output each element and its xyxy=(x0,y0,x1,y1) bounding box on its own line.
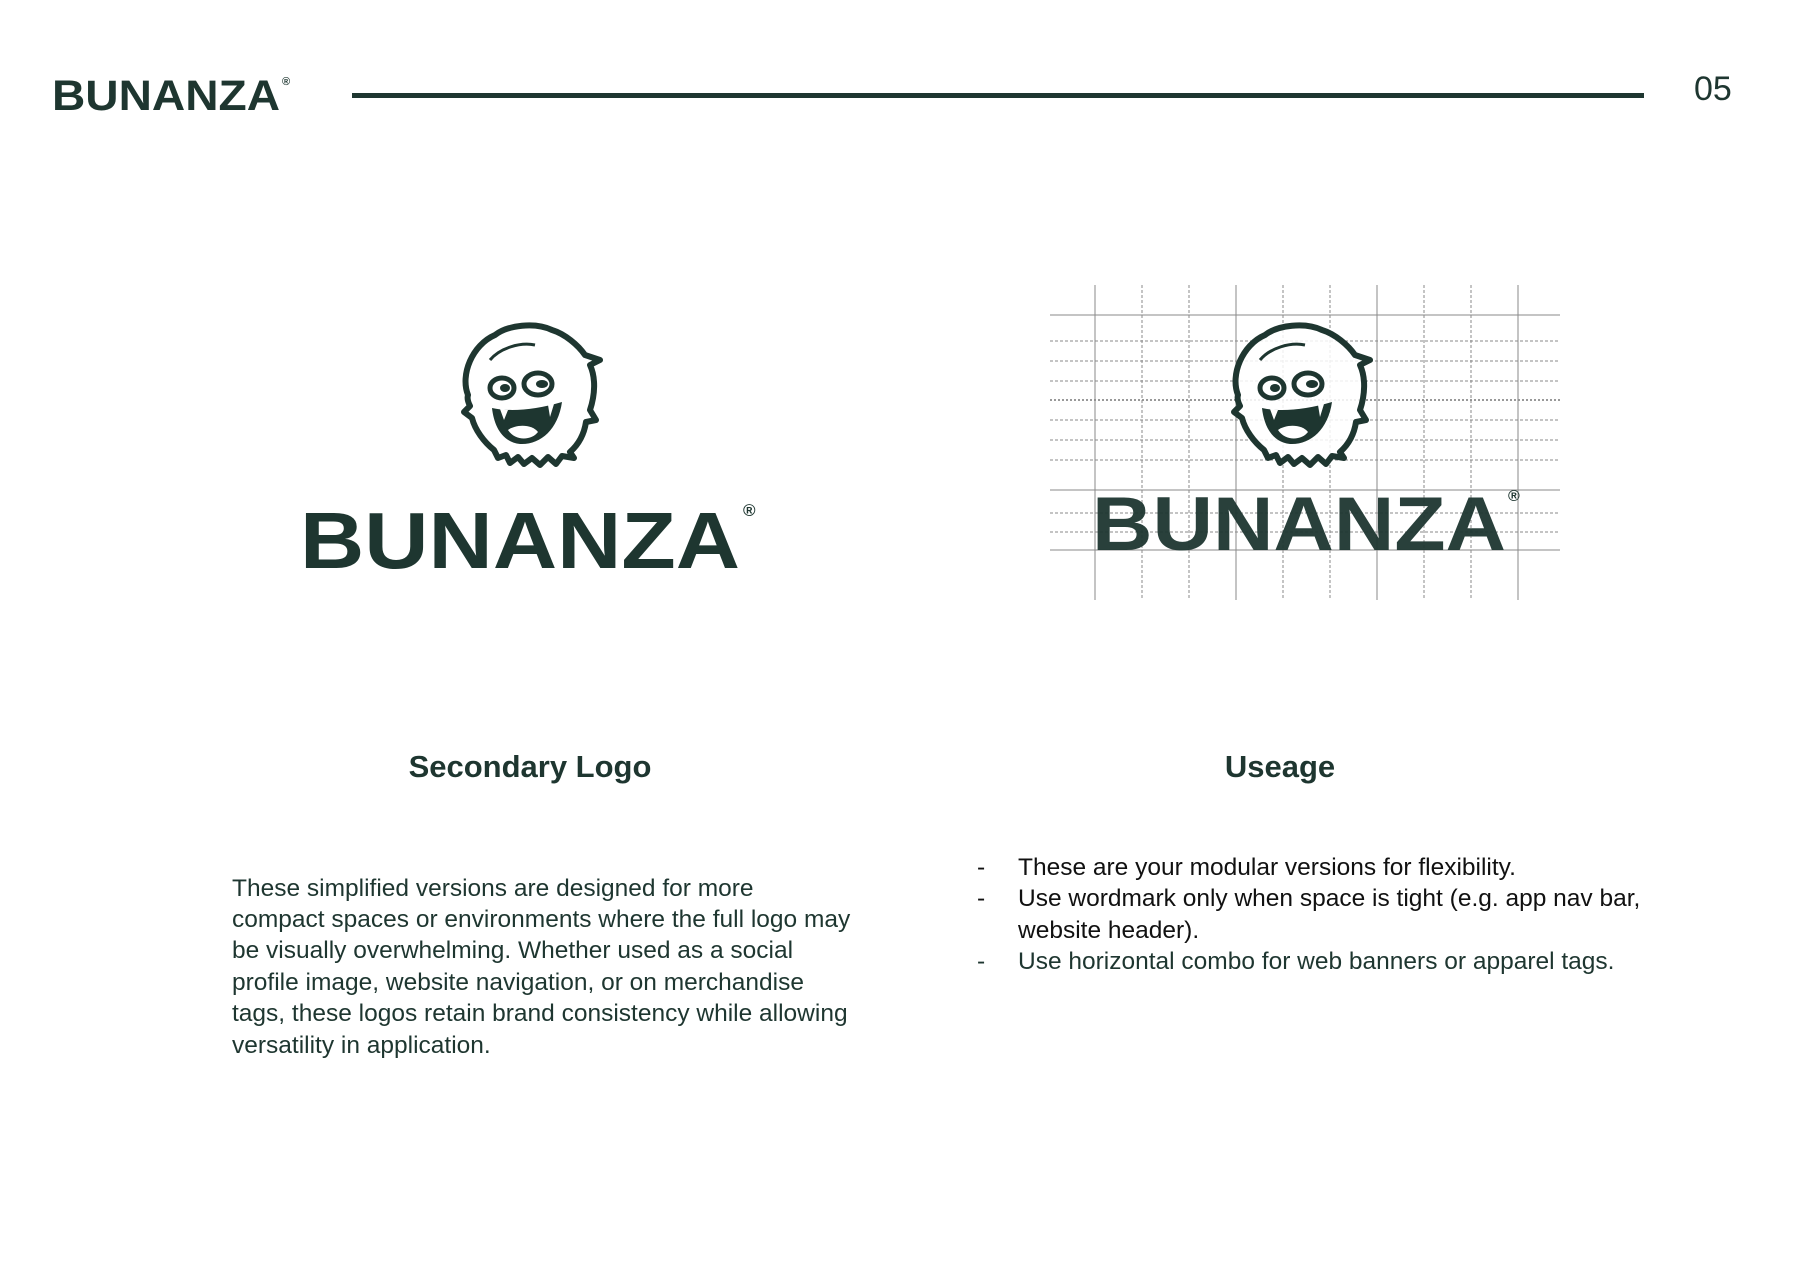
grid-logo-registered-mark: ® xyxy=(1508,488,1520,505)
logo-construction-grid xyxy=(1050,285,1560,605)
secondary-logo-title: Secondary Logo xyxy=(408,749,652,784)
secondary-logo xyxy=(300,300,760,590)
grid-logo-wordmark: BUNANZA xyxy=(1092,482,1506,567)
secondary-logo-wordmark: BUNANZA xyxy=(300,496,740,585)
header-divider xyxy=(352,93,1644,98)
furry-monster-mascot-icon xyxy=(464,325,600,465)
usage-list xyxy=(975,852,1695,978)
furry-monster-mascot-icon xyxy=(1234,325,1370,465)
bullet-dash: - xyxy=(977,854,986,881)
usage-list-item xyxy=(975,883,1695,946)
usage-title: Useage xyxy=(1224,749,1336,784)
header-wordmark-text: BUNANZA xyxy=(52,72,280,116)
usage-item-text: Use horizontal combo for web banners or apparel tags. xyxy=(1018,948,1615,976)
bullet-dash: - xyxy=(977,885,986,913)
bullet-dash: - xyxy=(977,948,986,976)
usage-item-text: These are your modular versions for flexibility. xyxy=(1018,854,1516,881)
header-wordmark-logo xyxy=(52,70,292,116)
usage-list-item xyxy=(975,946,1695,977)
header-registered-mark: ® xyxy=(282,76,291,88)
secondary-logo-registered-mark: ® xyxy=(743,501,756,520)
secondary-logo-description: These simplified versions are designed for more compact spaces or environments where the full logo may be visually overwhelming. Whether used as a social profile image, website navigation, or on merchandise tags, these logos retain brand consistency while allowing versatility in application. xyxy=(232,874,851,1059)
page-number: 05 xyxy=(1694,70,1732,108)
usage-item-text: Use wordmark only when space is tight (e.g. app nav bar, website header). xyxy=(1018,885,1641,944)
usage-list-item xyxy=(975,852,1695,883)
